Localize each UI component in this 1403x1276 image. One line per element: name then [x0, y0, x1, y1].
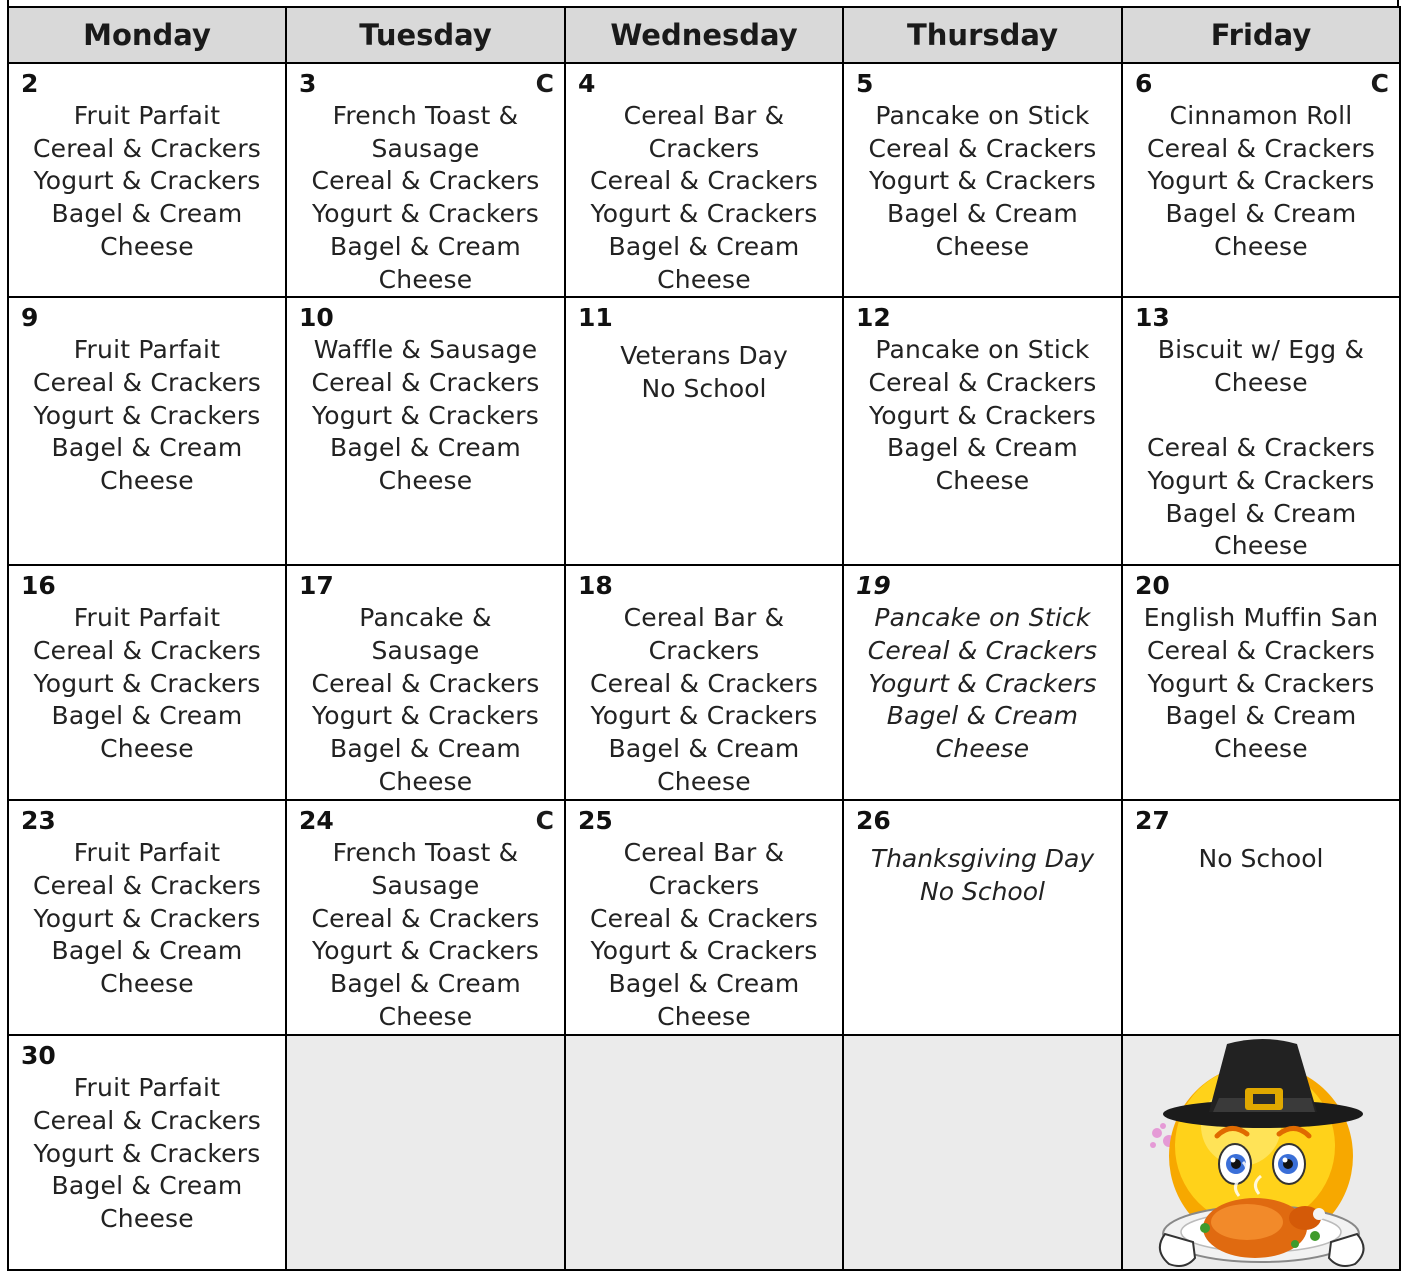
menu-item: Cereal & Crackers: [32, 367, 262, 397]
day-number: 9: [21, 303, 39, 333]
menu-item: Fruit Parfait: [73, 603, 221, 633]
menu-item: French Toast &: [332, 838, 519, 868]
menu-item: Cereal & Crackers: [868, 367, 1097, 397]
menu-item: Cereal & Crackers: [867, 635, 1098, 665]
menu-item: Cheese: [935, 466, 1030, 496]
menu-item: Bagel & Cream: [330, 969, 521, 999]
menu-item: Yogurt & Crackers: [590, 936, 818, 966]
day-cell: [565, 297, 843, 565]
menu-list: [566, 602, 842, 798]
menu-item: Bagel & Cream: [330, 433, 521, 463]
menu-list: [287, 837, 564, 1033]
menu-list: [287, 100, 564, 296]
menu-item: Cheese: [100, 969, 194, 999]
menu-item: Pancake on Stick: [875, 335, 1090, 365]
menu-list: [287, 602, 564, 798]
menu-list: [844, 100, 1121, 264]
menu-item: Yogurt & Crackers: [868, 668, 1097, 698]
menu-item: Yogurt & Crackers: [1147, 668, 1375, 698]
holiday-note: [844, 837, 1121, 908]
menu-item: Yogurt & Crackers: [312, 701, 539, 731]
menu-item: Bagel & Cream: [51, 199, 243, 229]
day-cell: [1122, 63, 1400, 297]
day-cell: [8, 1035, 286, 1270]
menu-item: Cheese: [378, 766, 473, 796]
menu-item: Yogurt & Crackers: [33, 166, 261, 196]
empty-day-cell: [1122, 1035, 1400, 1270]
menu-item: Cereal & Crackers: [32, 870, 262, 900]
menu-item: Biscuit w/ Egg &: [1157, 335, 1365, 365]
day-marker: C: [1370, 69, 1389, 98]
menu-item: Cheese: [378, 264, 473, 294]
menu-item: Bagel & Cream: [886, 701, 1079, 731]
day-cell: [8, 800, 286, 1035]
menu-item: Cereal & Crackers: [1146, 133, 1376, 163]
menu-item: Crackers: [648, 635, 760, 665]
menu-list: [9, 602, 285, 766]
day-marker: C: [535, 69, 554, 98]
menu-list: [1123, 100, 1399, 264]
menu-item: Cereal Bar &: [623, 838, 785, 868]
menu-list: [1123, 602, 1399, 766]
menu-item: Sausage: [371, 635, 480, 665]
day-cell: [8, 63, 286, 297]
day-number: 26: [856, 806, 891, 836]
menu-item: Cheese: [100, 1204, 194, 1234]
day-cell: [1122, 297, 1400, 565]
header-friday: Friday: [1122, 7, 1400, 63]
day-number: 27: [1135, 806, 1170, 836]
menu-list: [844, 602, 1121, 766]
menu-item: Cinnamon Roll: [1169, 101, 1353, 130]
menu-item: Yogurt & Crackers: [590, 199, 818, 229]
menu-item: Sausage: [371, 870, 480, 900]
menu-item: Sausage: [371, 133, 480, 163]
menu-item: Cheese: [378, 466, 473, 496]
menu-item: Yogurt & Crackers: [33, 400, 261, 430]
day-number: 3: [299, 69, 317, 98]
menu-list: [9, 1072, 285, 1236]
day-number: 10: [299, 303, 334, 333]
menu-item: Bagel & Cream: [51, 1171, 243, 1201]
menu-item: Cereal & Crackers: [311, 367, 540, 397]
empty-day-cell: [843, 1035, 1122, 1270]
week-row: [8, 1035, 1400, 1270]
menu-item: Cheese: [378, 1001, 473, 1031]
week-row: [8, 800, 1400, 1035]
day-cell: [565, 565, 843, 800]
day-cell: [1122, 800, 1400, 1035]
day-number: 17: [299, 571, 334, 601]
day-number: 5: [856, 69, 874, 98]
menu-item: Yogurt & Crackers: [1147, 166, 1375, 196]
menu-item: Bagel & Cream: [887, 433, 1078, 463]
menu-item: Yogurt & Crackers: [312, 400, 539, 430]
day-number: 6: [1135, 69, 1153, 98]
menu-item: Cheese: [657, 766, 751, 796]
day-cell: [843, 63, 1122, 297]
day-cell: [8, 565, 286, 800]
menu-item: Yogurt & Crackers: [869, 400, 1096, 430]
day-number: 23: [21, 806, 56, 836]
menu-item: French Toast &: [332, 101, 519, 130]
holiday-name: Veterans Day: [620, 341, 788, 371]
menu-item: Cereal & Crackers: [589, 166, 819, 196]
no-school-note: No School: [641, 373, 767, 403]
menu-item: Cereal & Crackers: [32, 635, 262, 665]
week-row: [8, 63, 1400, 297]
day-marker: C: [535, 806, 554, 836]
day-cell: [843, 565, 1122, 800]
day-number: 4: [578, 69, 596, 98]
weekday-header-row: [8, 7, 1400, 63]
empty-day-cell: [286, 1035, 565, 1270]
menu-item: Yogurt & Crackers: [1147, 466, 1375, 496]
menu-item: Fruit Parfait: [73, 101, 221, 130]
menu-item: Pancake on Stick: [874, 603, 1091, 633]
menu-item: Cereal Bar &: [623, 603, 785, 633]
menu-item: Cereal & Crackers: [589, 668, 819, 698]
menu-item: Cereal & Crackers: [311, 166, 540, 196]
header-wednesday: Wednesday: [565, 7, 843, 63]
day-number: 16: [21, 571, 56, 601]
menu-item: Bagel & Cream: [1165, 498, 1357, 528]
header-monday: Monday: [8, 7, 286, 63]
menu-item: Bagel & Cream: [330, 734, 521, 764]
menu-item: Fruit Parfait: [73, 1073, 221, 1103]
week-row: [8, 565, 1400, 800]
menu-item: Bagel & Cream: [608, 231, 800, 261]
menu-item: Cereal & Crackers: [311, 668, 540, 698]
menu-item: Yogurt & Crackers: [590, 701, 818, 731]
menu-item: Yogurt & Crackers: [312, 199, 539, 229]
menu-item: Cheese: [1214, 367, 1308, 397]
menu-list: [566, 100, 842, 296]
menu-item: Cereal & Crackers: [32, 1105, 262, 1135]
day-number: 2: [21, 69, 39, 98]
menu-item: Crackers: [648, 133, 760, 163]
no-school-note: No School: [920, 876, 1045, 906]
week-row: [8, 297, 1400, 565]
menu-item: Bagel & Cream: [330, 231, 521, 261]
empty-day-cell: [565, 1035, 843, 1270]
menu-item: Fruit Parfait: [73, 335, 221, 365]
header-tuesday: Tuesday: [286, 7, 565, 63]
day-number: 12: [856, 303, 891, 333]
menu-list: [9, 837, 285, 1001]
menu-item: Bagel & Cream: [608, 734, 800, 764]
menu-item: Cereal & Crackers: [589, 903, 819, 933]
day-number: 25: [578, 806, 613, 836]
menu-item: Yogurt & Crackers: [33, 1138, 261, 1168]
menu-item: Cereal Bar &: [623, 101, 785, 130]
menu-item: Cheese: [657, 264, 751, 294]
day-number: 24: [299, 806, 334, 836]
day-cell: [8, 297, 286, 565]
day-number: 30: [21, 1041, 56, 1071]
menu-item: Cheese: [657, 1001, 751, 1031]
day-number: 19: [856, 571, 891, 601]
menu-item: Yogurt & Crackers: [312, 936, 539, 966]
menu-item: Cheese: [935, 734, 1030, 764]
menu-item: Cereal & Crackers: [1146, 433, 1376, 463]
breakfast-calendar: [7, 6, 1401, 1271]
menu-item: Bagel & Cream: [1165, 199, 1357, 229]
menu-item: Bagel & Cream: [51, 433, 243, 463]
menu-item: Pancake on Stick: [875, 101, 1090, 130]
menu-item: Bagel & Cream: [1165, 701, 1357, 731]
day-cell: [565, 800, 843, 1035]
day-number: 11: [578, 303, 613, 333]
day-cell: [843, 800, 1122, 1035]
menu-list: [9, 334, 285, 498]
menu-item: Bagel & Cream: [887, 199, 1078, 229]
menu-item: Bagel & Cream: [608, 969, 800, 999]
menu-item: English Muffin San: [1143, 603, 1379, 633]
day-number: 20: [1135, 571, 1170, 601]
menu-list: [1123, 334, 1399, 563]
menu-list: [287, 334, 564, 498]
menu-item: Bagel & Cream: [51, 701, 243, 731]
menu-list: [566, 837, 842, 1033]
holiday-note: [1123, 837, 1399, 876]
menu-item: Cheese: [100, 231, 194, 261]
menu-item: Cheese: [1214, 231, 1308, 261]
menu-item: Crackers: [648, 870, 760, 900]
pilgrim-emoji-turkey-icon: [1135, 1038, 1391, 1270]
menu-item: Cereal & Crackers: [1146, 635, 1376, 665]
menu-item: Cheese: [100, 734, 194, 764]
holiday-note: [566, 334, 842, 405]
day-number: 13: [1135, 303, 1170, 333]
menu-item: Cheese: [100, 466, 194, 496]
menu-item: Bagel & Cream: [51, 936, 243, 966]
menu-list: [9, 100, 285, 264]
day-cell: [1122, 565, 1400, 800]
menu-item: Waffle & Sausage: [313, 335, 538, 365]
menu-spacer: [1123, 400, 1399, 433]
day-cell: [565, 63, 843, 297]
no-school-note: No School: [1198, 844, 1324, 874]
day-cell: [843, 297, 1122, 565]
holiday-name: Thanksgiving Day: [870, 844, 1095, 874]
menu-item: Yogurt & Crackers: [869, 166, 1096, 196]
menu-item: Cheese: [1214, 734, 1308, 764]
day-cell: [286, 800, 565, 1035]
day-number: 18: [578, 571, 613, 601]
menu-item: Cereal & Crackers: [311, 903, 540, 933]
menu-item: Cheese: [935, 231, 1030, 261]
day-cell: [286, 297, 565, 565]
header-thursday: Thursday: [843, 7, 1122, 63]
menu-item: Cheese: [1214, 531, 1308, 561]
menu-item: Cereal & Crackers: [32, 133, 262, 163]
menu-item: Yogurt & Crackers: [33, 668, 261, 698]
menu-list: [844, 334, 1121, 498]
day-cell: [286, 63, 565, 297]
menu-item: Pancake &: [359, 603, 492, 633]
menu-item: Cereal & Crackers: [868, 133, 1097, 163]
menu-item: Yogurt & Crackers: [33, 903, 261, 933]
day-cell: [286, 565, 565, 800]
menu-item: Fruit Parfait: [73, 838, 221, 868]
